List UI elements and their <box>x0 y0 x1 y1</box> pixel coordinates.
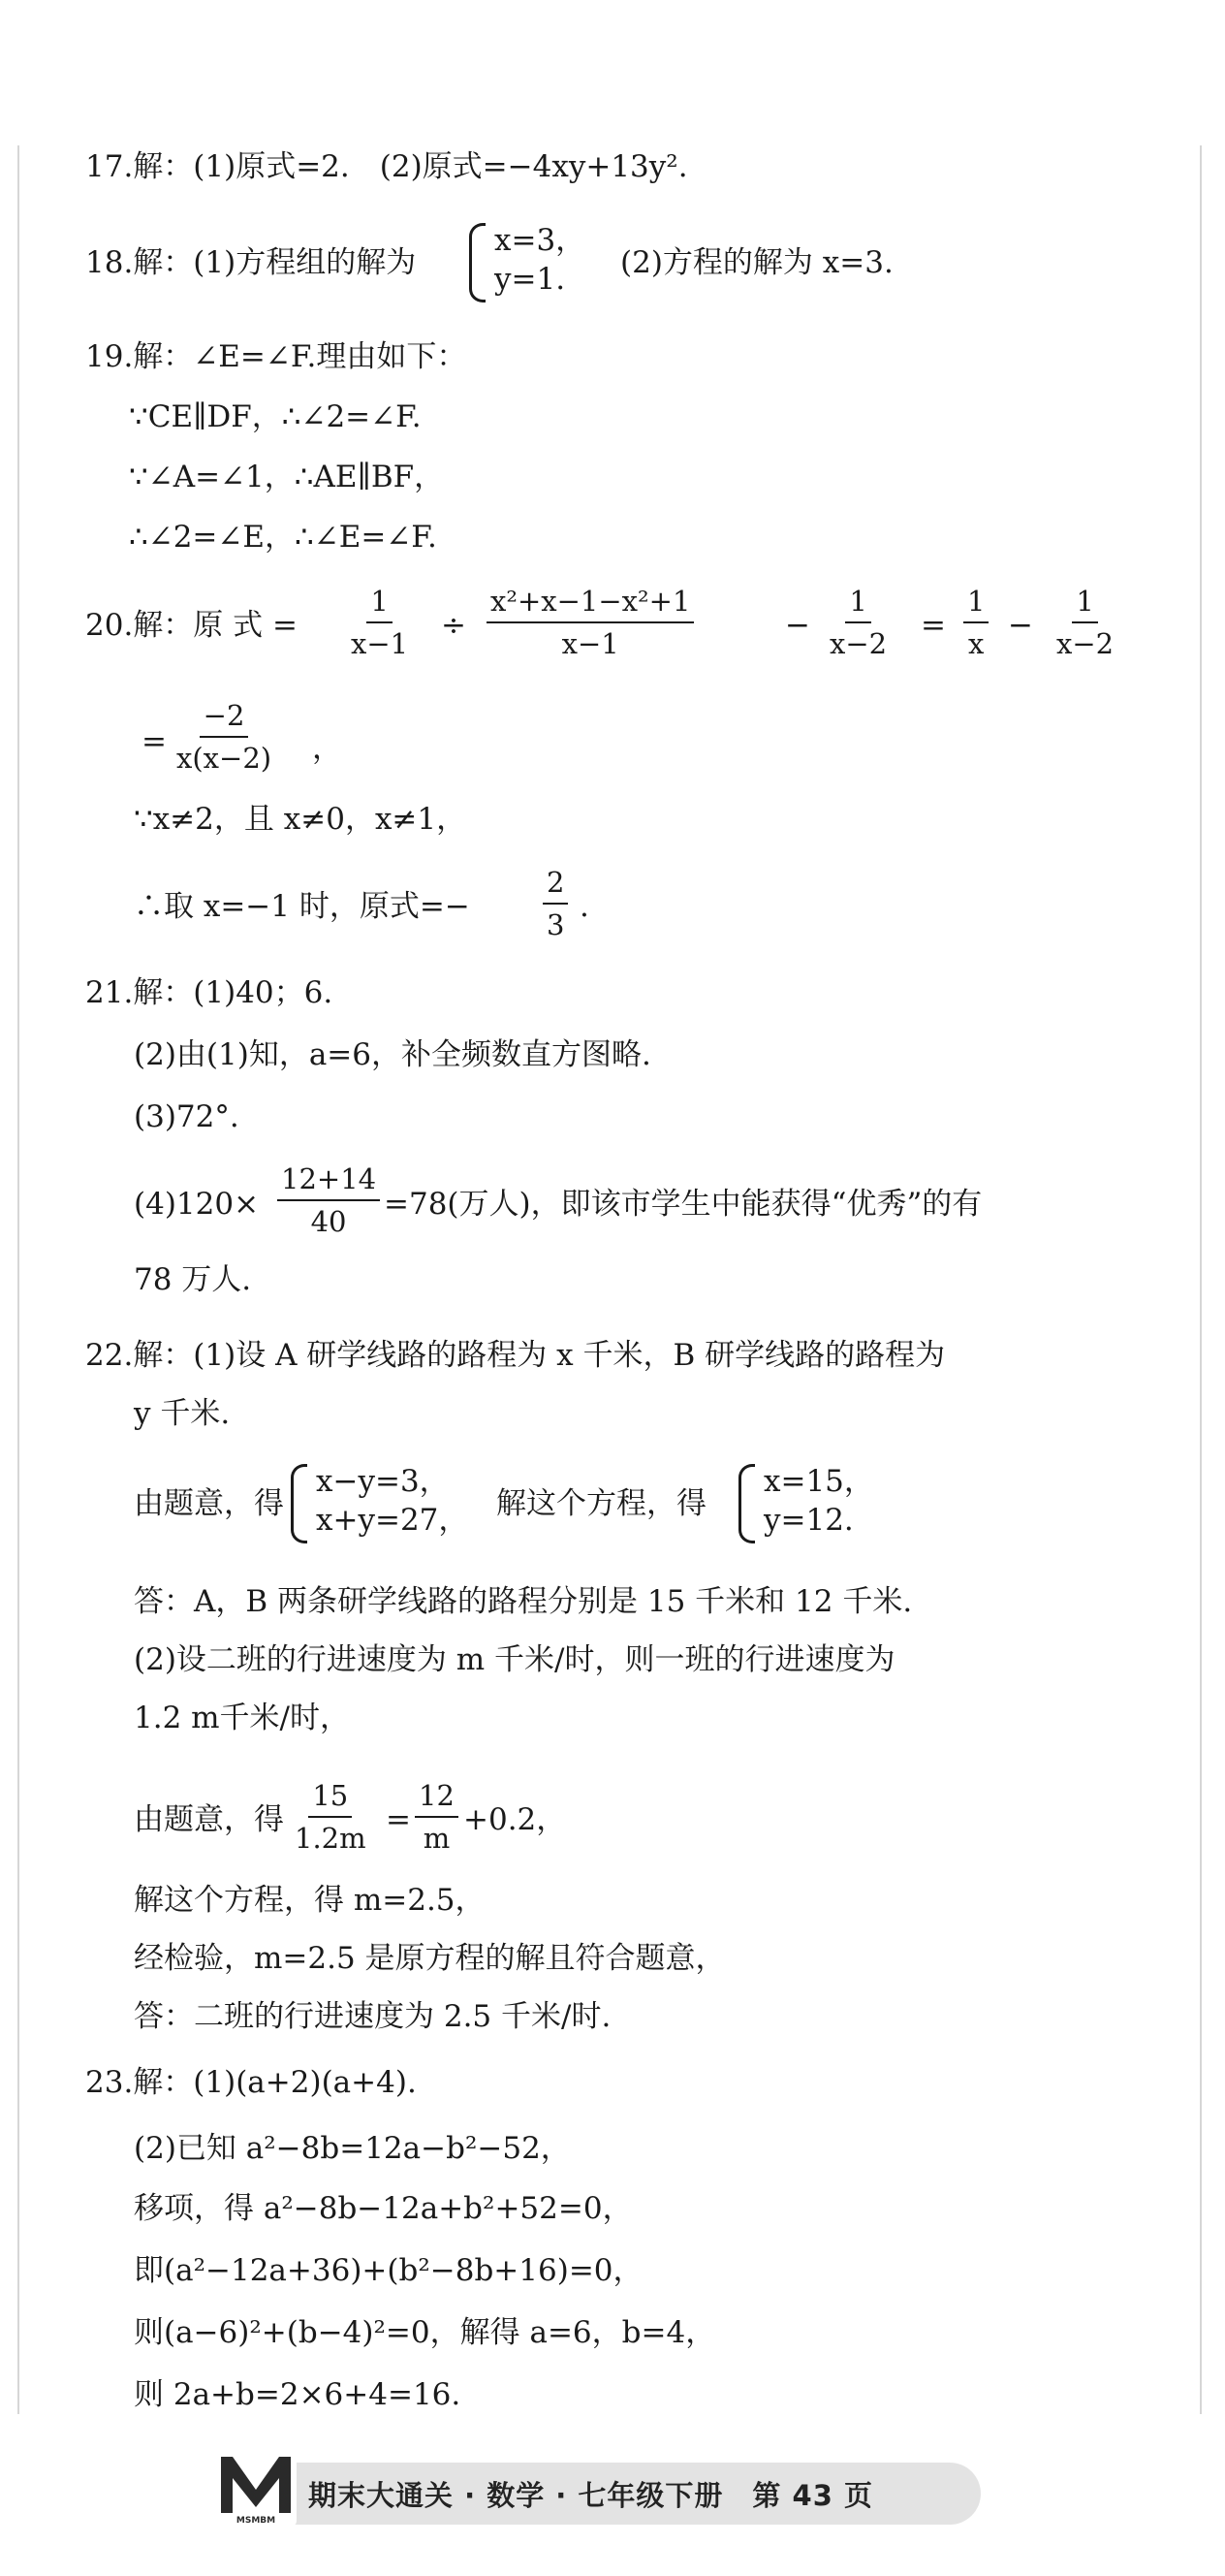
footer-text: 期末大通关 · 数学 · 七年级下册 第 43 页 <box>308 2478 873 2512</box>
answer-22-line4: 答：A，B 两条研学线路的路程分别是 15 千米和 12 千米. <box>134 1584 913 1619</box>
answer-21-line5: 78 万人. <box>134 1262 252 1297</box>
answer-22-line2: y 千米. <box>134 1396 231 1431</box>
answer-17: 17.解：(1)原式=2. (2)原式=−4xy+13y². <box>85 149 688 184</box>
answer-21-line1: 21.解：(1)40；6. <box>85 975 333 1010</box>
brace-icon <box>738 1464 755 1543</box>
equals-sign: = <box>141 724 167 759</box>
answer-22-line7: 由题意，得 <box>134 1802 284 1837</box>
answer-20-line4: ∴取 x=−1 时，原式=− <box>134 889 470 924</box>
equation-system-22a: x−y=3， x+y=27， <box>291 1462 468 1540</box>
equation-system-22b: x=15， y=12. <box>738 1462 874 1540</box>
operator: − <box>785 608 810 643</box>
answer-21-line4: (4)120× <box>134 1187 260 1222</box>
fraction-20-1: $\frac{1}{x-1}$ <box>351 585 409 660</box>
publisher-logo-icon <box>215 2445 297 2527</box>
answer-23-line6: 则 2a+b=2×6+4=16. <box>134 2377 461 2412</box>
fraction-20-3: $\frac{1}{x-2}$ <box>830 585 888 660</box>
operator: = <box>921 608 946 643</box>
answer-19-line3: ∵∠A=∠1，∴AE∥BF， <box>129 460 445 494</box>
answer-23-line3: 移项，得 a²−8b−12a+b²+52=0， <box>134 2191 633 2226</box>
answer-20-intro: 20.解：原 式 = <box>85 608 298 643</box>
fraction-20-7: $\frac{2}{3}$ <box>543 865 568 942</box>
fraction-20-6: $\frac{-2}{x(x-2)}$ <box>176 699 272 775</box>
answer-21-line3: (3)72°. <box>134 1099 239 1134</box>
answer-21-line2: (2)由(1)知，a=6，补全频数直方图略. <box>134 1037 651 1072</box>
answer-18-part2: (2)方程的解为 x=3. <box>620 245 894 280</box>
page-footer <box>215 2463 981 2525</box>
answer-22-line3-mid: 解这个方程，得 <box>496 1486 707 1521</box>
operator: − <box>1008 608 1033 643</box>
answer-22-line8: 解这个方程，得 m=2.5， <box>134 1883 486 1918</box>
answer-23-line2: (2)已知 a²−8b=12a−b²−52， <box>134 2131 571 2166</box>
answer-20-line3: ∵x≠2，且 x≠0，x≠1， <box>134 802 467 837</box>
svg-text:MSMBM: MSMBM <box>236 2516 276 2526</box>
comma: ， <box>312 731 342 766</box>
right-margin-line <box>1200 145 1202 2414</box>
answer-19-line1: 19.解：∠E=∠F.理由如下： <box>85 339 467 374</box>
answer-19-line2: ∵CE∥DF，∴∠2=∠F. <box>129 399 422 434</box>
fraction-22-2: $\frac{12}{m}$ <box>415 1778 458 1856</box>
answer-18-intro: 18.解：(1)方程组的解为 <box>85 245 417 280</box>
answer-22-line5: (2)设二班的行进速度为 m 千米/时，则一班的行进速度为 <box>134 1642 895 1677</box>
fraction-22-1: $\frac{15}{1.2m}$ <box>295 1779 366 1855</box>
fraction-20-4: $\frac{1}{x}$ <box>963 584 989 661</box>
equals-sign: = <box>386 1802 411 1837</box>
answer-23-line4: 即(a²−12a+36)+(b²−8b+16)=0， <box>134 2253 644 2288</box>
answer-22-line6: 1.2 m千米/时， <box>134 1701 350 1735</box>
fraction-20-2: $\frac{\text{x²+x−1−x²+1}}{x-1}$ <box>487 584 694 661</box>
operator: ÷ <box>441 608 466 643</box>
answer-23-line5: 则(a−6)²+(b−4)²=0，解得 a=6，b=4， <box>134 2315 716 2350</box>
answer-22-line9: 经检验，m=2.5 是原方程的解且符合题意， <box>134 1941 726 1976</box>
answer-19-line4: ∴∠2=∠E，∴∠E=∠F. <box>129 520 437 555</box>
brace-icon <box>469 223 486 302</box>
answer-22-line7-end: +0.2， <box>463 1802 567 1837</box>
answer-22-line10: 答：二班的行进速度为 2.5 千米/时. <box>134 1999 612 2034</box>
period: . <box>580 889 589 924</box>
fraction-21-1: $\frac{12+14}{40}$ <box>277 1161 380 1239</box>
brace-icon <box>291 1464 307 1543</box>
answer-22-line3: 由题意，得 <box>134 1486 284 1521</box>
answer-23-line1: 23.解：(1)(a+2)(a+4). <box>85 2065 417 2100</box>
left-margin-line <box>17 145 19 2414</box>
equation-system-18: x=3， y=1. <box>469 221 585 299</box>
fraction-20-5: $\frac{1}{x-2}$ <box>1056 585 1115 660</box>
answer-21-line4-end: =78(万人)，即该市学生中能获得“优秀”的有 <box>384 1187 983 1222</box>
answer-22-line1: 22.解：(1)设 A 研学线路的路程为 x 千米，B 研学线路的路程为 <box>85 1338 946 1373</box>
